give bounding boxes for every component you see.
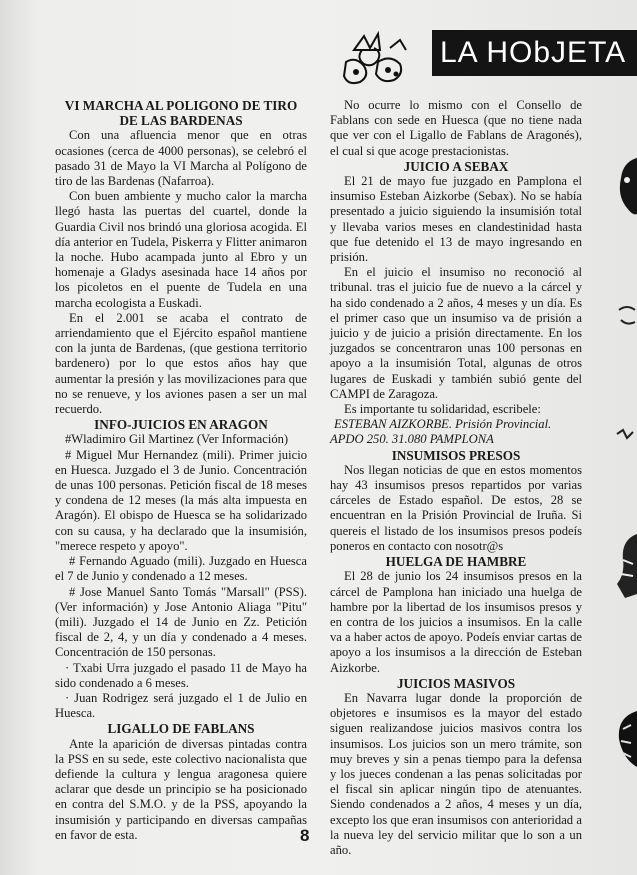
paragraph: # Jose Manuel Santo Tomás "Marsall" (PSS).(Ver información) y Jose Antonio Aliaga "Pitu" (mili). Juzgado el 14 de Junio en Zz. Petición fiscal de 2, 4, y un día y condenado a 4 meses. Concentración de 150 personas. — [55, 584, 307, 660]
paragraph: Nos llegan noticias de que en estos momentos hay 43 insumisos presos repartidos por varias cárceles de Estado español. De estos, 28 se encuentran en la Prisión Provincial de Iruña. Si quereis el listado de los insumisos presos podeís poneros en contacto con nosotr@s — [330, 462, 582, 553]
paragraph: Con buen ambiente y mucho calor la marcha llegó hasta las puertas del cuartel, donde la Guardia Civil nos brindó una gloriosa acogida. El día anterior en Tudela, Piskerra y Flitter animaron la noche. Hubo acampada junto al Ebro y un homenaje a Gladys asesinada hace 14 años por los picoletos en el puente de Tudela en una marcha ecologista a Euskadi. — [55, 189, 307, 310]
paragraph: Ante la aparición de diversas pintadas contra la PSS en su sede, este colectivo nacionalista que defiende la cultura y lengua aragonesa quiere aclarar que desde un principio se ha posicionado en contra del S.M.O. y de la PSS, apoyando la insumisión y participando en diversas campañas en favor de esta. — [55, 736, 307, 842]
magazine-banner — [432, 30, 637, 76]
paragraph: En Navarra lugar donde la proporción de objetores e insumisos es la mayor del estado siguen realizandose juicios masivos contra los insumisos. Los juicios son un mero trámite, son muy breves y sin a penas tiempo para la defensa y los jueces condenan a las penas solicitadas por el fiscal sin aplicar ningún tipo de atenuantes. Siendo condenados a 2 años, 4 meses y un día, excepto los que eran insumisos con anterioridad a la nueva ley del servicio militar que lo son a un año. — [330, 690, 582, 857]
edge-illustration-scribble — [615, 420, 637, 450]
paragraph: Es importante tu solidaridad, escribele: — [344, 402, 541, 417]
paragraph: #Wladimiro Gil Martinez (Ver Información) — [65, 432, 289, 447]
prison-address: ESTEBAN AIZKORBE. Prisión Provincial. APDO 250. 31.080 PAMPLONA — [330, 417, 552, 447]
heading-huelga-hambre: HUELGA DE HAMBRE — [385, 554, 527, 570]
edge-illustration-figure — [615, 150, 637, 240]
paragraph: · Txabi Urra juzgado el pasado 11 de Mayo ha sido condenado a 6 meses. — [55, 660, 307, 690]
paragraph: Con una afluencia menor que en otras ocasiones (cerca de 4000 personas), se celebró el pasado 31 de Mayo la VI Marcha al Polígono de tiro de las Bardenas (Nafarroa). — [55, 128, 307, 189]
fists-logo-icon — [332, 28, 422, 88]
edge-illustration-character — [615, 530, 637, 610]
paragraph: # Miguel Mur Hernandez (mili). Primer juicio en Huesca. Juzgado el 3 de Junio. Concentración de unas 100 personas. Petición fiscal de 18 meses y condena de 12 meses (la más alta impuesta en Aragón). El obispo de Huesca se ha solidarizado con su causa, y ha declarado que la insumisión, "merece respeto y apoyo". — [55, 447, 307, 553]
paragraph: No ocurre lo mismo con el Consello de Fablans con sede en Huesca (que no tiene nada que ver con el Ligallo de Fablans de Aragonés), el cual si que acoge prestacionistas. — [330, 98, 582, 158]
paragraph: # Fernando Aguado (mili). Juzgado en Huesca el 7 de Junio y condenado a 12 meses. — [55, 554, 307, 584]
page-number: 8 — [300, 826, 310, 845]
banner-title: LA HObJETA — [440, 36, 627, 69]
edge-illustration-doodle — [615, 300, 637, 340]
heading-info-juicios: INFO-JUICIOS EN ARAGON — [94, 417, 268, 433]
heading-insumisos-presos: INSUMISOS PRESOS — [391, 447, 521, 463]
paragraph: · Juan Rodrigez será juzgado el 1 de Julio en Huesca. — [55, 690, 307, 721]
heading-juicios-masivos: JUICIOS MASIVOS — [396, 675, 516, 691]
paragraph: En el 2.001 se acaba el contrato de arriendamiento que el Ejército español mantiene con la junta de Bardenas, (que gestiona territorio bardenero) por lo que estos años hay que aumentar la presión y las movilizaciones para que no se renueve, y los aviones pasen a ser un mal recuerdo. — [55, 310, 307, 417]
heading-ligallo: LIGALLO DE FABLANS — [107, 721, 255, 737]
edge-illustration-creature — [615, 705, 637, 775]
heading-juicio-sebax: JUICIO A SEBAX — [403, 158, 509, 174]
left-column — [55, 98, 307, 843]
paragraph: El 28 de junio los 24 insumisos presos en la cárcel de Pamplona han iniciado una huelga de hambre por la libertad de los insumisos presos y en contra de los juicios a insumisos. En la calle va a haber actos de apoyo. Podeís enviar cartas de apoyo a los insumisos a la dirección de Esteban Aizkorbe. — [330, 569, 582, 675]
heading-bardenas: VI MARCHA AL POLIGONO DE TIRO DE LAS BARDENAS — [64, 98, 298, 129]
paragraph: En el juicio el insumiso no reconoció al tribunal. tras el juicio fue de nuevo a la cárcel y ha sido condenado a 2 años, 4 meses y un día. Es el primer caso que un insumiso va de prisión a juicio y de juicio a prisión directamente. En los juzgados se concentraron unas 100 personas en apoyo a la insumisión Total, algunas de otros lugares de Euskadi y también subió gente del CAMPI de Zaragoza. — [330, 265, 582, 401]
right-column — [330, 98, 582, 858]
paragraph: El 21 de mayo fue juzgado en Pamplona el insumiso Esteban Aizkorbe (Sebax). No se había presentado a juicio siguiendo la insumisión total y llevaba varios meses en clandestinidad hasta que fue detenido el 13 de mayo ingresando en prisión. — [330, 174, 582, 265]
